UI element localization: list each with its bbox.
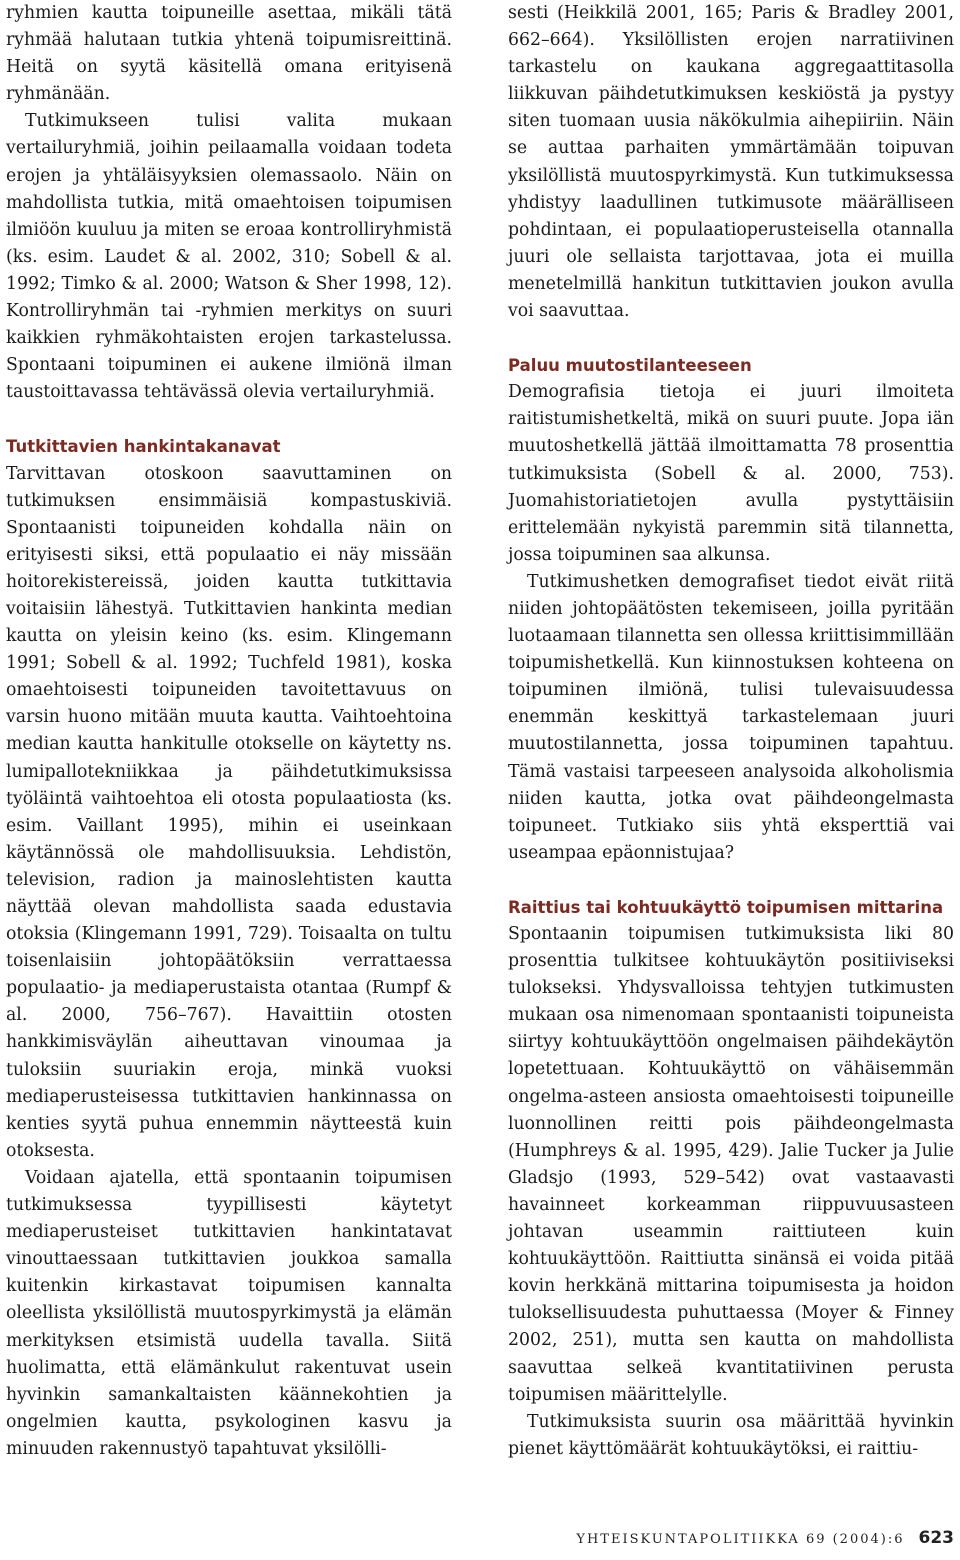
paragraph-demographics: Demografisia tietoja ei juuri ilmoiteta raitistumishetkeltä, mikä on suuri puute. Jopa iän muutoshetkellä jättää ilmoittamatta 78 prosenttia tutkimuksista (Sobell & al. 2000, 753). Juomahistoriatietojen avulla pystyttäisiin erittelemään nykyistä paremmin sitä tilannetta, jossa toipuminen saa alkunsa.: [508, 382, 954, 565]
paragraph-recruitment: Tarvittavan otoskoon saavuttaminen on tutkimuksen ensimmäisiä kompastuskiviä. Spontaanisti toipuneiden kohdalla näin on erityisesti siksi, että populaatio ei näy missään hoitorekistereissä, joiden kautta tutkittavia voitaisiin lähestyä. Tutkittavien hankinta median kautta on yleisin keino (ks. esim. Klingemann 1991; Sobell & al. 1992; Tuchfeld 1981), koska omaehtoisesti toipuneiden tavoitettavuus on varsin huono mitään muuta kautta. Vaihtoehtoina median kautta hankitulle otokselle on käytetty ns. lumipallotekniikkaa ja päihdetutkimuksissa työläintä vaihtoehtoa eli otosta populaatiosta (ks. esim. Vaillant 1995), mihin ei useinkaan käytännössä ole mahdollisuuksia. Lehdistön, television, radion ja mainoslehtisten kautta näyttää olevan mahdollista saada edustavia otoksia (Klingemann 1991, 729). Toisaalta on tultu toisenlaisiin johtopäätöksiin verrattaessa populaatio- ja mediaperustaista otantaa (Rumpf & al. 2000, 756–767). Havaittiin otosten hankkimisväylän aiheuttavan vinoumaa ja tuloksiin suuriakin eroja, minkä vuoksi mediaperusteisessa tutkittavien hankinnassa on kenties syytä puhua ennemmin näytteestä kuin otoksesta.: [6, 463, 452, 1161]
paragraph-moderate-use: Spontaanin toipumisen tutkimuksista liki 80 prosenttia tulkitsee kohtuukäytön positiiviseksi tulokseksi. Yhdysvalloissa tehtyjen tutkimusten mukaan osa nimenomaan spontaanisti toipuneista siirtyy kohtuukäyttöön ongelmaisen päihdekäytön lopetettuaan. Kohtuukäyttö on vähäisemmän ongelma-asteen ansiosta omaehtoisesti toipuneille luonnollinen reitti pois päihdeongelmasta (Humphreys & al. 1995, 429). Jalie Tucker ja Julie Gladsjo (1993, 529–542) ovat vastaavasti havainneet korkeamman riippuvuusasteen johtavan useammin raittiuteen kuin kohtuukäyttöön. Raittiutta sinänsä ei voida pitää kovin herkkänä mittarina toipumisesta ja hoidon tuloksellisuudesta puhuttaessa (Moyer & Finney 2002, 251), mutta sen kautta on mahdollista saavuttaa selkeä kvantitatiivinen perusta toipumisen määrittelylle.: [508, 924, 954, 1405]
right-column: [508, 0, 954, 1463]
paragraph-media-recruitment: Voidaan ajatella, että spontaanin toipumisen tutkimuksessa tyypillisesti käytetyt mediaperusteiset tutkittavien hankintatavat vinouttaessaan tutkittavien joukkoa samalla kuitenkin kirkastavat toipumisen kannalta oleellista yksilöllistä muutospyrkimystä ja elämän merkityksen etsimistä uudella tavalla. Siitä huolimatta, että elämänkulut rakentuvat usein hyvinkin samankaltaisten käännekohtien ja ongelmien kautta, psykologinen kasvu ja minuuden rakennustyö tapahtuvat yksilölli-: [6, 1167, 452, 1459]
left-column: [6, 0, 452, 1463]
page-number: 623: [918, 1528, 954, 1548]
paragraph-individual-change: sesti (Heikkilä 2001, 165; Paris & Bradley 2001, 662–664). Yksilöllisten erojen narratiivinen tarkastelu on kaukana aggregaattitasolla liikkuvan päihdetutkimuksen keskiöstä ja pystyy siten tuomaan uusia näkökulmia aihepiiriin. Näin se auttaa parhaiten ymmärtämään toipuvan yksilöllistä muutospyrkimystä. Kun tutkimuksessa yhdistyy laadullinen tutkimusote määrälliseen pohdintaan, ei populaatioperusteisella otannalla juuri ole sellaista tarjottavaa, jota ei muilla menetelmillä hankitun tutkittavien joukon avulla voi saavuttaa.: [508, 3, 954, 322]
paragraph-change-situation: Tutkimushetken demografiset tiedot eivät riitä niiden johtopäätösten tekemiseen, joilla pyritään luotaamaan tilannetta sen ollessa kriittisimmillään toipumishetkellä. Kun kiinnostuksen kohteena on toipuminen ilmiönä, tulisi tulevaisuudessa enemmän keskittyä tarkastelemaan juuri muutostilannetta, jossa toipuminen tapahtuu. Tämä vastaisi tarpeeseen analysoida alkoholismia niiden kautta, jotka ovat päihdeongelmasta toipuneet. Tutkiako siis yhtä eksperttiä vai useampaa epäonnistujaa?: [508, 571, 954, 863]
journal-name: YHTEISKUNTAPOLITIIKKA 69 (2004):6: [576, 1532, 905, 1547]
section-heading-recruitment: Tutkittavien hankintakanavat: [6, 437, 281, 457]
paragraph-consumption-levels: Tutkimuksista suurin osa määrittää hyvinkin pienet käyttömäärät kohtuukäytöksi, ei raittiu-: [508, 1411, 954, 1459]
section-heading-return: Paluu muutostilanteeseen: [508, 356, 752, 376]
paragraph-continuation: ryhmien kautta toipuneille asettaa, mikäli tätä ryhmää halutaan tutkia yhtenä toipumisreittinä. Heitä on syytä käsitellä omana erityisenä ryhmänään.: [6, 3, 452, 105]
paragraph-control-groups: Tutkimukseen tulisi valita mukaan vertailuryhmiä, joihin peilaamalla voidaan todeta erojen ja yhtäläisyyksien olemassaolo. Näin on mahdollista tutkia, mitä omaehtoisen toipumisen ilmiöön kuuluu ja miten se eroaa kontrolliryhmistä (ks. esim. Laudet & al. 2002, 310; Sobell & al. 1992; Timko & al. 2000; Watson & Sher 1998, 12). Kontrolliryhmän tai -ryhmien merkitys on suuri kaikkien ryhmäkohtaisten erojen tarkastelussa. Spontaani toipuminen ei aukene ilmiönä ilman taustoittavassa tehtävässä olevia vertailuryhmiä.: [6, 111, 452, 403]
page-footer: [508, 1528, 954, 1548]
section-heading-abstinence: Raittius tai kohtuukäyttö toipumisen mittarina: [508, 897, 944, 917]
